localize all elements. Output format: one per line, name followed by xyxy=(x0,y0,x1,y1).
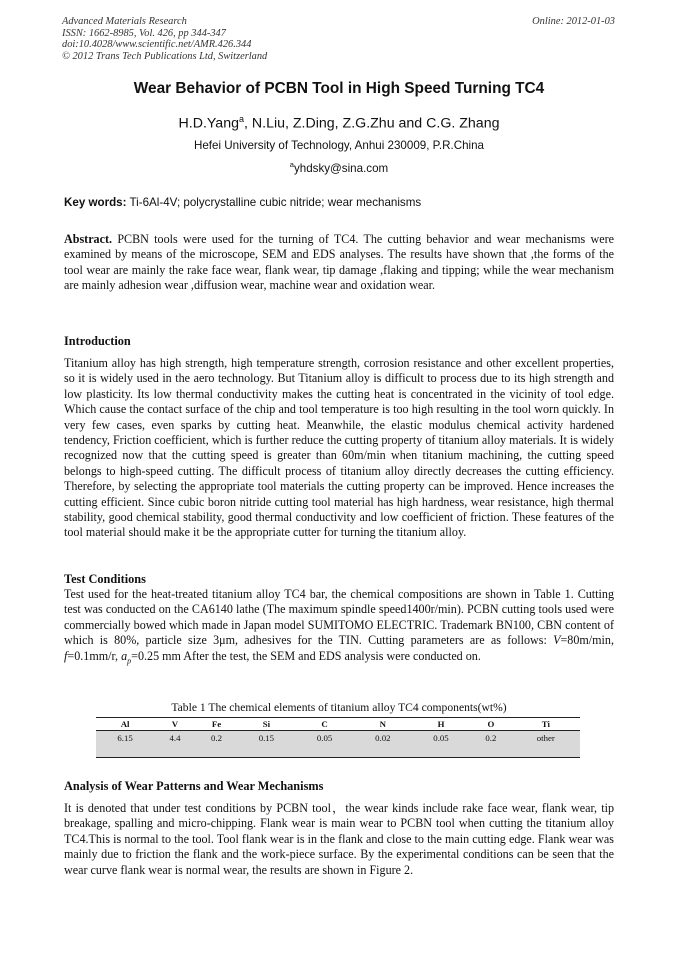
table-cell: 0.05 xyxy=(296,731,354,746)
feed-value: =0.1mm/r, xyxy=(67,648,122,663)
keywords xyxy=(64,196,421,209)
keywords-label: Key words: xyxy=(64,196,127,209)
table-header-cell: Si xyxy=(237,718,295,731)
abstract xyxy=(64,232,614,294)
table-header-cell: Fe xyxy=(196,718,238,731)
online-date: Online: 2012-01-03 xyxy=(532,16,615,27)
feed-symbol: f xyxy=(64,648,68,663)
table-header-cell: C xyxy=(296,718,354,731)
table-cell: 0.02 xyxy=(354,731,412,746)
table-cell: 0.05 xyxy=(412,731,470,746)
table-cell: 0.2 xyxy=(470,731,512,746)
copyright-line: © 2012 Trans Tech Publications Ltd, Switzerland xyxy=(62,50,268,62)
depth-symbol: a xyxy=(121,648,128,663)
abstract-label: Abstract. xyxy=(64,232,113,246)
table-header-cell: O xyxy=(470,718,512,731)
table-bottom-rule xyxy=(96,745,580,758)
table-cell: other xyxy=(512,731,580,746)
email-address[interactable]: yhdsky@sina.com xyxy=(293,161,389,175)
other-authors: , N.Liu, Z.Ding, Z.G.Zhu and C.G. Zhang xyxy=(244,115,500,132)
abstract-text: PCBN tools were used for the turning of TC4. The cutting behavior and wear mechanisms were examined by means of the microscope, SEM and EDS analyses. The results have shown that ,the forms of the tool wear are mainly the rake face wear, flank wear, tip damage ,flaking and tipping; while the wear mechanism are mainly adhesion wear ,diffusion wear, machine wear and oxidation wear. xyxy=(64,232,615,293)
table-header-cell: Al xyxy=(96,718,154,731)
journal-name: Advanced Materials Research xyxy=(62,16,187,27)
analysis-heading: Analysis of Wear Patterns and Wear Mechanisms xyxy=(64,779,324,793)
depth-subscript: p xyxy=(127,656,132,666)
table-header-cell: N xyxy=(354,718,412,731)
depth-value: =0.25 mm After the test, the SEM and EDS analysis were conducted on. xyxy=(131,648,481,663)
velocity-value: =80m/min, xyxy=(560,633,614,648)
email-superscript: a xyxy=(289,160,294,169)
introduction-text: Titanium alloy has high strength, high temperature strength, corrosion resistance and other excellent properties, so it is widely used in the aero technology. But Titanium alloy is difficult to process due to its high strength and low plasticity. Its low thermal conductivity makes the cutting heat is concentrated in the vicinity of tool edge. Which cause the contact surface of the chip and tool temperature is too high resulting in the tool worn quickly. In very few cases, even sparks by cutting heat. Meanwhile, the elastic modulus chemical activity hardened tendency, Friction coefficient, which is further reduce the cutting property of titanium alloy materials. It is widely recognized now that the cutting speed is greater than 60m/min when titanium machining, the cutting speed belongs to high-speed cutting. The difficult process of titanium alloy directly decreases the cutting efficiency. Therefore, by selecting the appropriate tool materials the cutting property can be improved. Hence increases the cutting efficient. Since cubic boron nitride cutting tool material has high hardness, wear resistance, high thermal stability, good chemical stability, good thermal conductivity and low coefficient of friction. These features of the tool material should make it be the appropriate cutter for turning the titanium alloy. xyxy=(64,356,614,540)
affiliation: Hefei University of Technology, Anhui 230009, P.R.China xyxy=(193,139,485,152)
table-cell: 0.15 xyxy=(237,731,295,746)
table-row xyxy=(96,731,580,746)
paper-title: Wear Behavior of PCBN Tool in High Speed Turning TC4 xyxy=(133,80,545,97)
test-conditions-heading: Test Conditions xyxy=(64,572,146,586)
table-caption: Table 1 The chemical elements of titanium alloy TC4 components(wt%) xyxy=(171,701,507,714)
doi-line[interactable]: doi:10.4028/www.scientific.net/AMR.426.344 xyxy=(62,39,252,51)
table-header-row xyxy=(96,718,580,731)
author-superscript: a xyxy=(238,114,244,124)
author-email[interactable] xyxy=(0,160,678,175)
table-cell: 4.4 xyxy=(154,731,196,746)
author-list xyxy=(0,114,678,132)
table-cell: 6.15 xyxy=(96,731,154,746)
velocity-symbol: V xyxy=(553,633,561,648)
first-author: H.D.Yang xyxy=(178,115,239,132)
keywords-text: Ti-6Al-4V; polycrystalline cubic nitride; wear mechanisms xyxy=(129,196,422,209)
composition-table xyxy=(96,717,580,758)
analysis-text: It is denoted that under test conditions by PCBN tool，the wear kinds include rake face wear, flank wear, tip breakage, spalling and micro-chipping. Flank wear is main wear to PCBN tool when cutting the titanium alloy TC4.This is normal to the tool. Tool flank wear is in the flank and close to the main cutting edge. Flank wear was mainly due to friction the flank and the work-piece surface. By the experimental conditions can be seen that the wear curve flank wear is normal wear, the results are shown in Figure 2. xyxy=(64,801,614,877)
test-conditions-text xyxy=(64,587,614,668)
test-conditions-body: Test used for the heat-treated titanium alloy TC4 bar, the chemical compositions are shown in Table 1. Cutting test was conducted on the CA6140 lathe (The maximum spindle speed1400r/min). PCBN cutting tools used were commercially bowed which made in Japan model SUMITOMO ELECTRIC. Trademark BN100, CBN content of which is 80%, particle size 3μm, adhesives for the TIN. Cutting parameters are as follows: xyxy=(64,587,614,648)
introduction-heading: Introduction xyxy=(64,334,131,348)
table-header-cell: H xyxy=(412,718,470,731)
journal-header xyxy=(62,16,267,62)
table-header-cell: Ti xyxy=(512,718,580,731)
table-cell: 0.2 xyxy=(196,731,238,746)
issn-line: ISSN: 1662-8985, Vol. 426, pp 344-347 xyxy=(62,27,226,39)
table-header-cell: V xyxy=(154,718,196,731)
